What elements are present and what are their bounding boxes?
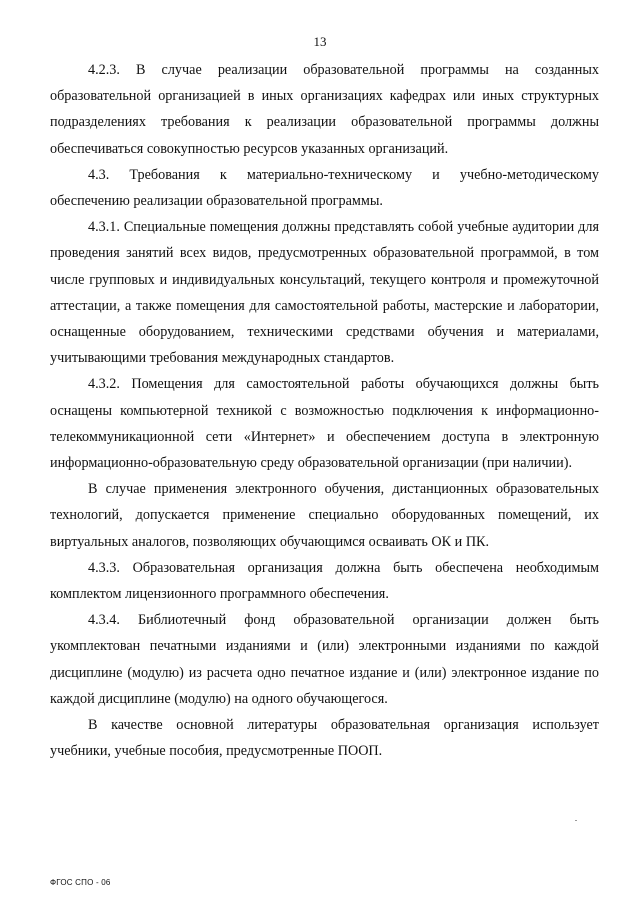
paragraph-distance-learning: В случае применения электронного обучения, дистанционных образовательных технологий, допускается применение специально оборудованных помещений, их виртуальных аналогов, позволяющих обучающимся осваивать ОК и ПК. xyxy=(50,481,599,550)
page-number: 13 xyxy=(313,34,327,49)
paragraph-main-literature: В качестве основной литературы образовательная организация использует учебники, учебные пособия, предусмотренные ПООП. xyxy=(50,717,599,760)
paragraph-4-3-1: 4.3.1. Специальные помещения должны представлять собой учебные аудитории для проведения занятий всех видов, предусмотренных образовательной программой, в том числе групповых и индивидуальных консультаций, текущего контроля и промежуточной аттестации, а также помещения для самостоятельной работы, мастерские и лаборатории, оснащенные оборудованием, техническими средствами обучения и материалами, учитывающими требования международных стандартов. xyxy=(50,219,599,367)
scan-speck xyxy=(575,820,577,821)
paragraph-4-3-3: 4.3.3. Образовательная организация должна быть обеспечена необходимым комплектом лицензионного программного обеспечения. xyxy=(50,559,599,603)
paragraph-4-2-3: 4.2.3. В случае реализации образовательной программы на созданных образовательной организацией в иных организациях кафедрах или иных структурных подразделениях требования к реализации образовательной программы должны обеспечиваться совокупностью ресурсов указанных организаций. xyxy=(50,62,599,157)
paragraph-4-3: 4.3. Требования к материально-техническому и учебно-методическому обеспечению реализации образовательной программы. xyxy=(50,166,599,210)
paragraph-4-3-4: 4.3.4. Библиотечный фонд образовательной организации должен быть укомплектован печатными изданиями и (или) электронными изданиями по каждой дисциплине (модулю) из расчета одно печатное издание и (или) электронное издание по каждой дисциплине (модулю) на одного обучающегося. xyxy=(50,612,599,707)
document-body xyxy=(50,57,599,764)
footer-label: ФГОС СПО - 06 xyxy=(50,878,111,887)
paragraph-4-3-2: 4.3.2. Помещения для самостоятельной работы обучающихся должны быть оснащены компьютерной техникой с возможностью подключения к информационно-телекоммуникационной сети «Интернет» и обеспечением доступа в электронную информационно-образовательную среду образовательной организации (при наличии). xyxy=(50,376,599,472)
